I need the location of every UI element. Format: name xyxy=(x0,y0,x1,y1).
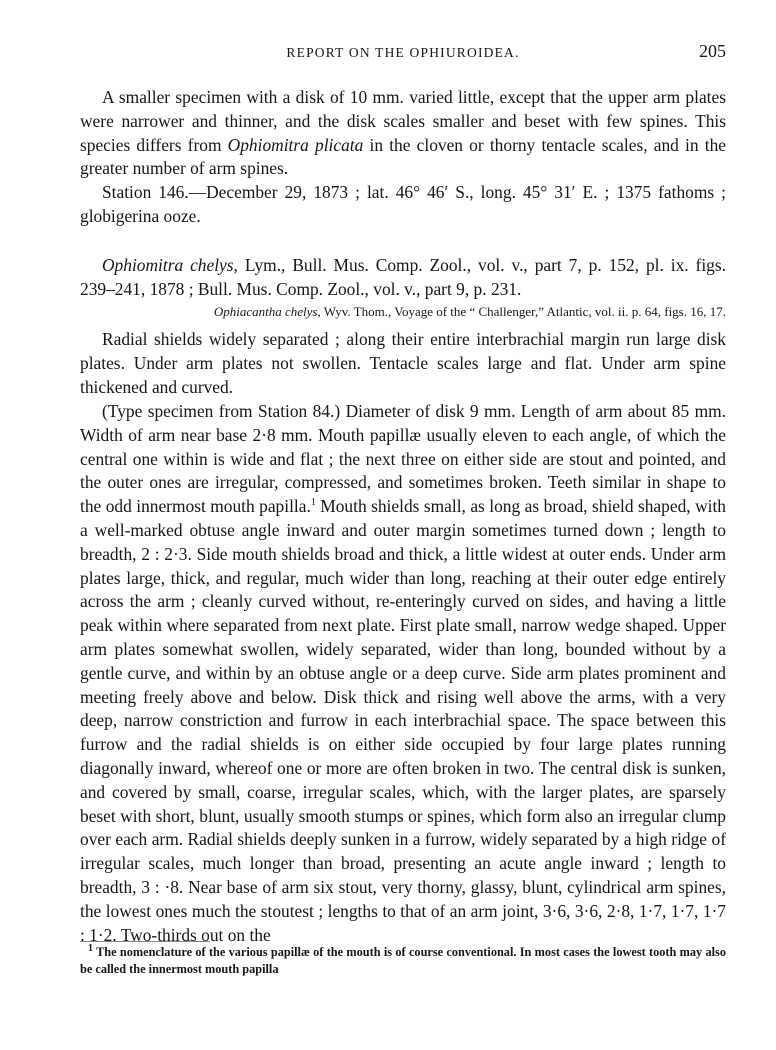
species-heading-name: Ophiomitra chelys xyxy=(102,255,234,275)
paragraph-smaller-specimen xyxy=(80,86,726,181)
synonym-citation xyxy=(80,303,726,321)
footnote-divider xyxy=(80,941,210,942)
synonym-name: Ophiacantha chelys xyxy=(213,304,318,319)
species-name: Ophiomitra plicata xyxy=(227,134,364,155)
description-paragraph xyxy=(80,400,726,947)
species-heading xyxy=(80,254,726,302)
description-text: (Type specimen from Station 84.) Diameter of disk 9 mm. Length of arm about 85 mm. Width of arm near base 2·8 mm. Mouth papillæ usually eleven to each angle, of which the central one within is wide and flat ; the next three on either side are stout and pointed, and the outer ones are irregular, compressed, and sometimes broken. Teeth similar in shape to the odd innermost mouth papilla. xyxy=(80,401,726,517)
paragraph-text: A smaller specimen with a disk of 10 mm. varied little, except that the upper arm plates were narrower and thinner, and the disk scales smaller and beset with few spines. This species differs from xyxy=(80,87,726,155)
footnote xyxy=(80,944,726,978)
description-text: Mouth shields small, as long as broad, shield shaped, with a well-marked obtuse angle inward and outer margin sometimes turned down ; length to breadth, 2 : 2·3. Side mouth shields broad and thick, a little widest at outer ends. Under arm plates large, thick, and regular, much wider than long, reaching at their outer edge entirely across the arm ; cleanly curved without, re-enteringly curved on sides, and having a little peak within where separated from next plate. First plate small, narrow wedge shaped. Upper arm plates somewhat swollen, widely separated, wider than long, bounded without by a gentle curve, and within by an obtuse angle or a deep curve. Side arm plates prominent and meeting freely above and below. Disk thick and rising well above the arms, with a very deep, narrow constriction and furrow in each interbrachial space. The space between this furrow and the radial shields is on either side occupied by four large plates running diagonally inward, whereof one or more are often broken in two. The central disk is sunken, and covered by small, coarse, irregular scales, which, with the larger plates, are sparsely beset with short, blunt, usually smooth stumps or spines, which form also an irregular clump over each arm. Radial shields deeply sunken in a furrow, widely separated by a high ridge of irregular scales, much longer than broad, presenting an acute angle inward ; length to breadth, 3 : ·8. Near base of arm six stout, very thorny, glassy, blunt, cylindrical arm spines, the lowest ones much the stoutest ; lengths to that of an arm joint, 3·6, 3·6, 2·8, 1·7, 1·7, 1·7 : 1·2. Two-thirds out on the xyxy=(80,496,726,945)
species-heading-citation: , Lym., Bull. Mus. Comp. Zool., vol. v., part 7, p. 152, pl. ix. figs. 239–241, 1878 ; Bull. Mus. Comp. Zool., vol. v., part 9, p. 231. xyxy=(80,255,726,299)
running-title: REPORT ON THE OPHIUROIDEA. xyxy=(286,45,520,60)
diagnosis-paragraph: Radial shields widely separated ; along their entire interbrachial margin run large disk plates. Under arm plates not swollen. Tentacle scales large and flat. Under arm spine thickened and curved. xyxy=(80,329,726,397)
page-number: 205 xyxy=(699,41,726,61)
footnote-text: The nomenclature of the various papillæ of the mouth is of course conventional. In most cases the lowest tooth may also be called the innermost mouth papilla xyxy=(80,945,726,976)
synonym-citation-text: , Wyv. Thom., Voyage of the “ Challenger,” Atlantic, vol. ii. p. 64, figs. 16, 17. xyxy=(317,304,726,319)
station-record: Station 146.—December 29, 1873 ; lat. 46° 46′ S., long. 45° 31′ E. ; 1375 fathoms ; globigerina ooze. xyxy=(80,182,726,226)
footnote-reference: 1 xyxy=(310,497,316,509)
page-header xyxy=(80,41,726,65)
footnote-marker: 1 xyxy=(88,942,93,954)
paragraph-text: in the cloven or thorny tentacle scales, and in the greater number of arm spines. xyxy=(80,134,726,179)
